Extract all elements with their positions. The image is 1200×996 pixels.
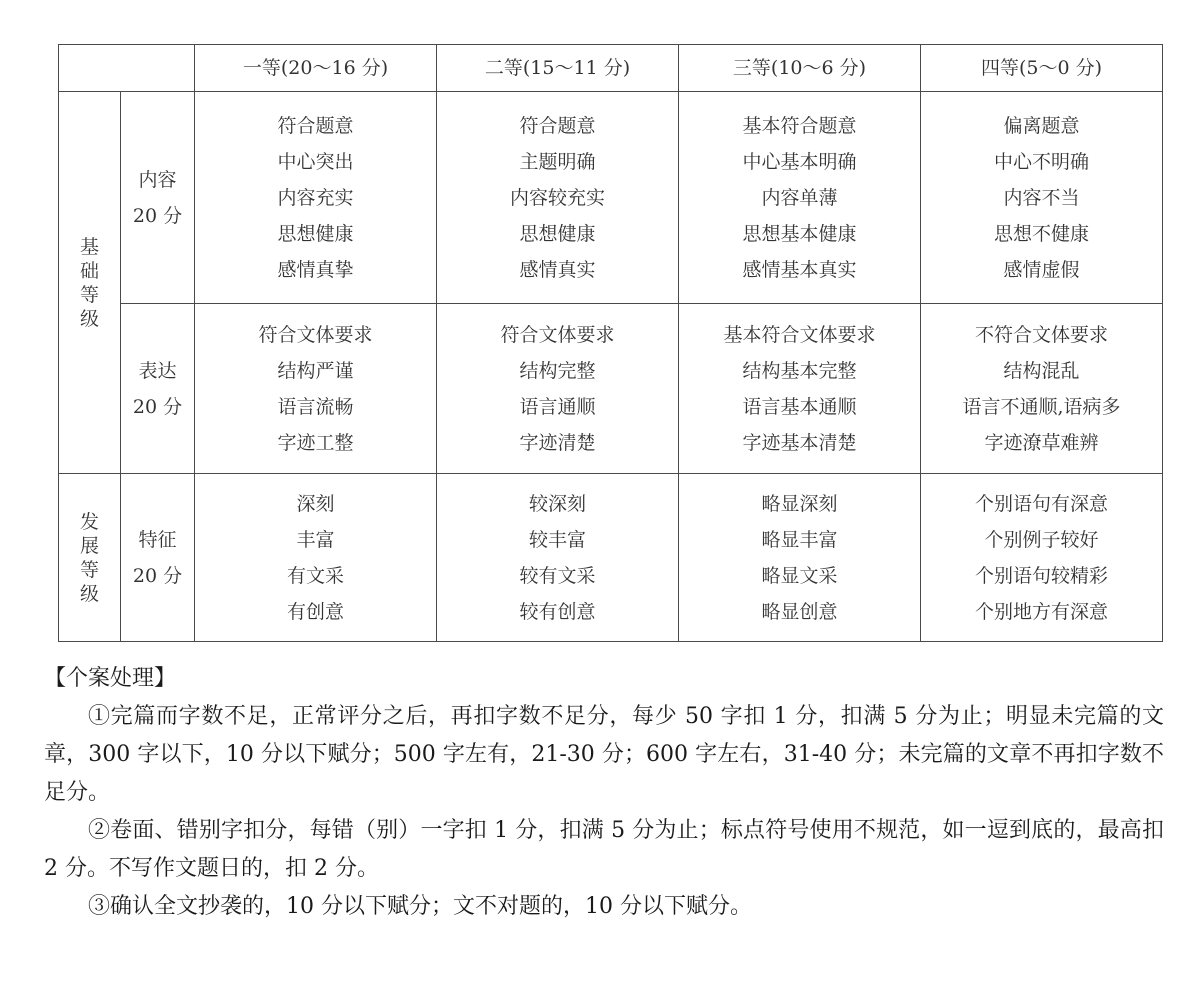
cell-line: 略显丰富 (761, 528, 838, 551)
criterion-points: 20 分 (132, 395, 183, 418)
criterion-label (121, 474, 195, 642)
grade-3-header: 三等(10～6 分) (679, 45, 921, 92)
cell-line: 个别例子较好 (984, 528, 1099, 551)
cell-line: 中心不明确 (993, 150, 1089, 173)
rubric-cell (679, 474, 921, 642)
table-row (59, 304, 1163, 474)
cell-line: 符合题意 (277, 114, 354, 137)
cell-line: 字迹基本清楚 (742, 431, 857, 454)
note-item-2: ②卷面、错别字扣分，每错（别）一字扣 1 分，扣满 5 分为止；标点符号使用不规范，如一逗到底的，最高扣 2 分。不写作文题日的，扣 2 分。 (44, 818, 1164, 881)
rubric-cell (195, 92, 437, 304)
grading-rubric-table (58, 44, 1163, 642)
cell-line: 语言不通顺,语病多 (962, 395, 1121, 418)
case-handling-notes (44, 660, 1164, 926)
cell-line: 内容充实 (277, 186, 354, 209)
rubric-cell (679, 92, 921, 304)
cell-line: 有文采 (286, 564, 344, 587)
rubric-cell (195, 474, 437, 642)
cell-line: 较有创意 (519, 600, 596, 623)
section-label-text: 发展等级 (80, 510, 100, 605)
cell-line: 感情基本真实 (742, 258, 857, 281)
grade-2-header: 二等(15～11 分) (437, 45, 679, 92)
cell-line: 感情真实 (519, 258, 596, 281)
cell-line: 内容较充实 (509, 186, 605, 209)
criterion-points: 20 分 (132, 204, 183, 227)
cell-line: 思想健康 (277, 222, 354, 245)
cell-line: 符合题意 (519, 114, 596, 137)
grade-4-header: 四等(5～0 分) (921, 45, 1163, 92)
cell-line: 语言通顺 (519, 395, 596, 418)
cell-line: 结构严谨 (277, 359, 354, 382)
rubric-cell (437, 304, 679, 474)
grade-1-header: 一等(20～16 分) (195, 45, 437, 92)
criterion-label (121, 304, 195, 474)
cell-line: 主题明确 (519, 150, 596, 173)
criterion-points: 20 分 (132, 564, 183, 587)
criterion-label (121, 92, 195, 304)
cell-line: 偏离题意 (1003, 114, 1080, 137)
cell-line: 符合文体要求 (500, 323, 615, 346)
cell-line: 字迹工整 (277, 431, 354, 454)
cell-line: 基本符合题意 (742, 114, 857, 137)
cell-line: 字迹潦草难辨 (984, 431, 1099, 454)
cell-line: 较有文采 (519, 564, 596, 587)
cell-line: 丰富 (296, 528, 335, 551)
cell-line: 有创意 (286, 600, 344, 623)
rubric-cell (679, 304, 921, 474)
rubric-cell (921, 474, 1163, 642)
cell-line: 略显创意 (761, 600, 838, 623)
note-item-3: ③确认全文抄袭的，10 分以下赋分；文不对题的，10 分以下赋分。 (88, 894, 752, 919)
section-label (59, 92, 121, 474)
cell-line: 结构混乱 (1003, 359, 1080, 382)
cell-line: 较丰富 (528, 528, 586, 551)
rubric-cell (437, 474, 679, 642)
cell-line: 思想健康 (519, 222, 596, 245)
criterion-name: 表达 (138, 359, 177, 382)
table-row (59, 92, 1163, 304)
criterion-name: 内容 (138, 168, 177, 191)
section-label (59, 474, 121, 642)
rubric-cell (921, 92, 1163, 304)
cell-line: 内容单薄 (761, 186, 838, 209)
cell-line: 个别语句较精彩 (974, 564, 1108, 587)
cell-line: 基本符合文体要求 (723, 323, 876, 346)
section-label-text: 基础等级 (80, 235, 100, 330)
cell-line: 个别语句有深意 (974, 492, 1108, 515)
corner-cell (59, 45, 195, 92)
cell-line: 不符合文体要求 (974, 323, 1108, 346)
cell-line: 思想基本健康 (742, 222, 857, 245)
cell-line: 结构完整 (519, 359, 596, 382)
cell-line: 语言基本通顺 (742, 395, 857, 418)
rubric-cell (437, 92, 679, 304)
cell-line: 字迹清楚 (519, 431, 596, 454)
cell-line: 结构基本完整 (742, 359, 857, 382)
cell-line: 略显文采 (761, 564, 838, 587)
rubric-cell (921, 304, 1163, 474)
cell-line: 思想不健康 (993, 222, 1089, 245)
note-item-1: ①完篇而字数不足，正常评分之后，再扣字数不足分，每少 50 字扣 1 分，扣满 5 分为止；明显未完篇的文章，300 字以下，10 分以下赋分；500 字左有，21-30 分；600 字左右，31-40 分；未完篇的文章不再扣字数不足分。 (44, 704, 1164, 805)
notes-heading: 【个案处理】 (44, 666, 177, 691)
cell-line: 深刻 (296, 492, 335, 515)
cell-line: 较深刻 (528, 492, 586, 515)
cell-line: 语言流畅 (277, 395, 354, 418)
cell-line: 中心突出 (277, 150, 354, 173)
cell-line: 内容不当 (1003, 186, 1080, 209)
cell-line: 中心基本明确 (742, 150, 857, 173)
grade-header-row (59, 45, 1163, 92)
cell-line: 符合文体要求 (258, 323, 373, 346)
criterion-name: 特征 (138, 528, 177, 551)
table-row (59, 474, 1163, 642)
cell-line: 略显深刻 (761, 492, 838, 515)
cell-line: 感情真挚 (277, 258, 354, 281)
cell-line: 个别地方有深意 (974, 600, 1108, 623)
cell-line: 感情虚假 (1003, 258, 1080, 281)
rubric-cell (195, 304, 437, 474)
